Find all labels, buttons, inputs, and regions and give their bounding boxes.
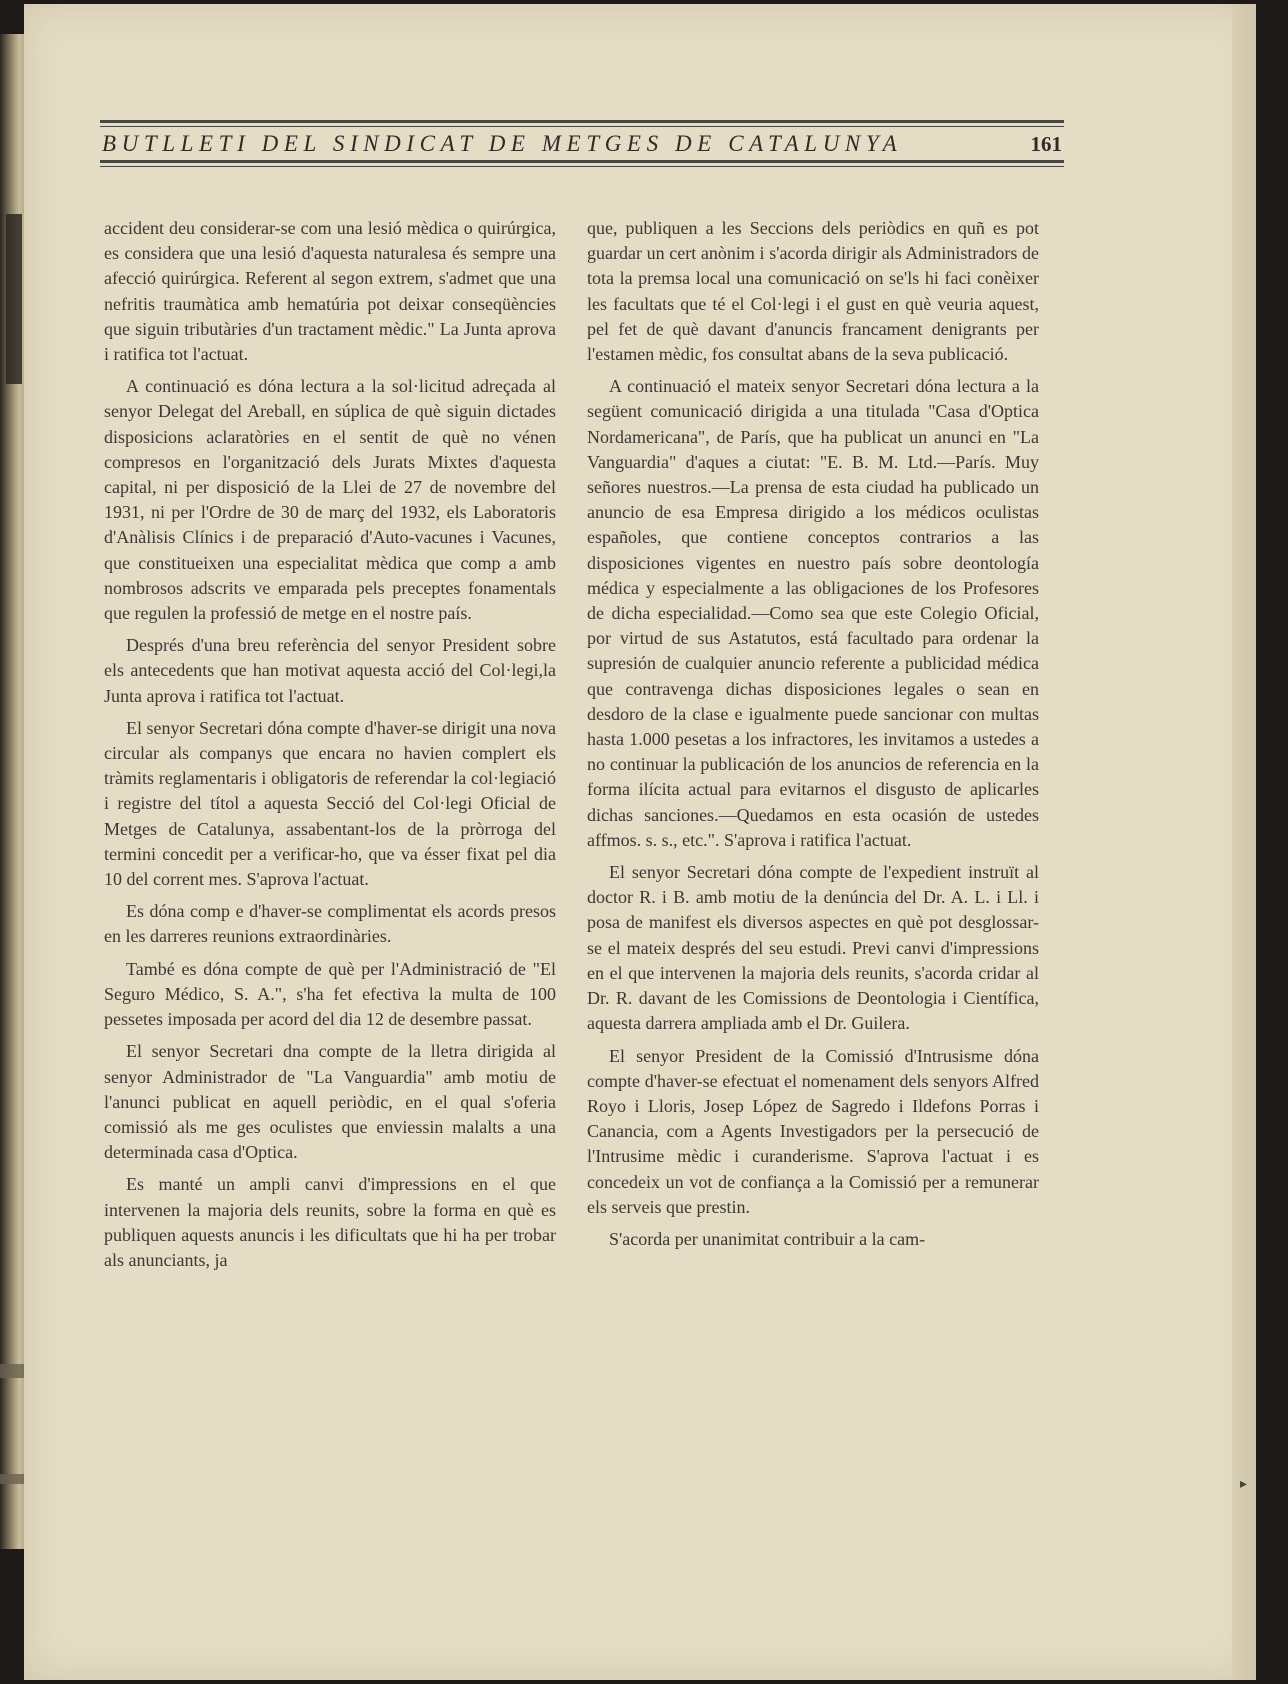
header-row — [100, 127, 1064, 160]
header-bottom-rule-thin — [100, 166, 1064, 167]
paragraph: Es manté un ampli canvi d'impressions en el que intervenen la majoria dels reunits, sobre la forma en què es publiquen aquests anuncis i les dificultats que hi ha per trobar als anunciants, ja — [104, 1174, 556, 1270]
paragraph: També es dóna compte de què per l'Administració de "El Seguro Médico, S. A.", s'ha fet efectiva la multa de 100 pessetes imposada per acord del dia 12 de desembre passat. — [104, 958, 556, 1030]
paragraph: Després d'una breu referència del senyor President sobre els antecedents que han motivat aquesta acció del Col·legi,la Junta aprova i ratifica tot l'actuat. — [104, 635, 556, 706]
journal-title: BUTLLETI DEL SINDICAT DE METGES DE CATALUNYA — [102, 131, 903, 156]
paragraph: El senyor President de la Comissió d'Intrusisme dóna compte d'haver-se efectuat el nomenament dels senyors Alfred Royo i Lloris, Josep López de Sagredo i Ildefons Porras i Canancia, com a Agents Investigadors per la persecució de l'Intrusime mèdic i curanderisme. S'aprova l'actuat i es concedeix un vot de confiança a la Comissió per a remunerar els serveis que prestin. — [587, 1045, 1039, 1217]
header-top-rule — [100, 120, 1064, 123]
page-right-edge — [1232, 4, 1256, 1680]
paragraph: que, publiquen a les Seccions dels periòdics en quñ es pot guardar un cert anònim i s'acorda dirigir als Administradors de tota la premsa local una comunicació on se'ls hi faci conèixer les facultats que té el Col·legi i el gust en què veuria aquest, pel fet de què davant d'anuncis francament denigrants per l'estamen mèdic, fos consultat abans de la seva publicació. — [587, 218, 1039, 365]
paragraph: A continuació el mateix senyor Secretari dóna lectura a la següent comunicació dirigida a una titulada "Casa d'Optica Nordamericana", de París, que ha publicat un anunci en "La Vanguardia" d'aques a ciutat: "E. B. M. Ltd.—París. Muy señores nuestros.—La prensa de esta ciudad ha publicado un anuncio de esa Empresa dirigido a los médicos oculistas españoles, que contiene conceptos contrarios a las disposiciones vigentes en nuestro país sobre deontología médica y especialmente a las obligaciones de los Profesores de dicha especialidad.—Como sea que este Colegio Oficial, por virtud de sus Astatutos, está facultado para ordenar la supresión de cualquier anuncio referente a publicidad médica que contravenga dichas disposiciones legales o sean en desdoro de la clase e igualmente puede sancionar con multas hasta 1.000 pesetas a los infractores, les invitamos a ustedes a no continuar la publicación de los anuncios de referencia en la forma ilícita actual para evitarnos el disgusto de aplicarles dichas sanciones.—Quedamos en esta ocasión de ustedes affmos. s. s., etc.". S'aprova i ratifica l'actuat. — [587, 376, 1039, 850]
paragraph: A continuació es dóna lectura a la sol·licitud adreçada al senyor Delegat del Areball, en súplica de què siguin dictades disposicions aclaratòries en el sentit de què no vénen compresos en l'organització dels Jurats Mixtes d'aquesta capital, ni per disposició de la Llei de 27 de novembre del 1931, ni per l'Ordre de 30 de març del 1932, els Laboratoris d'Anàlisis Clínics i de preparació d'Auto-vacunes i Vacunes, que constitueixen una especialitat mèdica que comp a amb nombrosos adscrits ve emparada pels preceptes fonamentals que regulen la professió de metge en el nostre país. — [104, 376, 556, 624]
right-column — [587, 216, 1039, 1259]
margin-mark: ▸ — [1240, 1477, 1248, 1492]
paragraph: El senyor Secretari dóna compte d'haver-se dirigit una nova circular als companys que encara no havien complert els tràmits reglamentaris i obligatoris de referendar la col·legiació i registre del títol a aquesta Secció del Col·legi Oficial de Metges de Catalunya, assabentant-los de la pròrroga del termini concedit per a verificar-ho, que va ésser fixat pel dia 10 del corrent mes. S'aprova l'actuat. — [104, 717, 556, 890]
page-edge-band — [0, 1364, 24, 1378]
page-edge-band — [0, 1474, 24, 1484]
running-header — [100, 120, 1064, 167]
page-number: 161 — [1030, 131, 1062, 156]
paragraph: Es dóna comp e d'haver-se complimentat els acords presos en les darreres reunions extraordinàries. — [104, 901, 556, 947]
paragraph: El senyor Secretari dóna compte de l'expedient instruït al doctor R. i B. amb motiu de la denúncia del Dr. A. L. i Ll. i posa de manifest els diversos aspectes en què pot desglossar-se el mateix després del seu estudi. Previ canvi d'impressions en el que intervenen la majoria dels reunits, s'acorda cridar al Dr. R. davant de les Comissions de Deontologia i Científica, aquesta darrera ampliada amb el Dr. Guilera. — [587, 862, 1039, 1034]
header-bottom-rule — [100, 160, 1064, 163]
paragraph: S'acorda per unanimitat contribuir a la cam- — [609, 1228, 926, 1249]
page-shadow — [6, 214, 22, 384]
adjacent-page-edge — [0, 34, 24, 1549]
left-column — [104, 216, 556, 1280]
paragraph: accident deu considerar-se com una lesió mèdica o quirúrgica, es considera que una lesió d'aquesta naturalesa és sempre una afecció quirúrgica. Referent al segon extrem, s'admet que una nefritis traumàtica amb hematúria pot deixar conseqüències que siguin tributàries d'un tractament mèdic." La Junta aprova i ratifica tot l'actuat. — [104, 218, 556, 365]
paragraph: El senyor Secretari dna compte de la lletra dirigida al senyor Administrador de "La Vanguardia" amb motiu de l'anunci publicat en aquell periòdic, en el qual s'oferia comissió als me ges oculistes que enviessin malalts a una determinada casa d'Optica. — [104, 1041, 556, 1163]
